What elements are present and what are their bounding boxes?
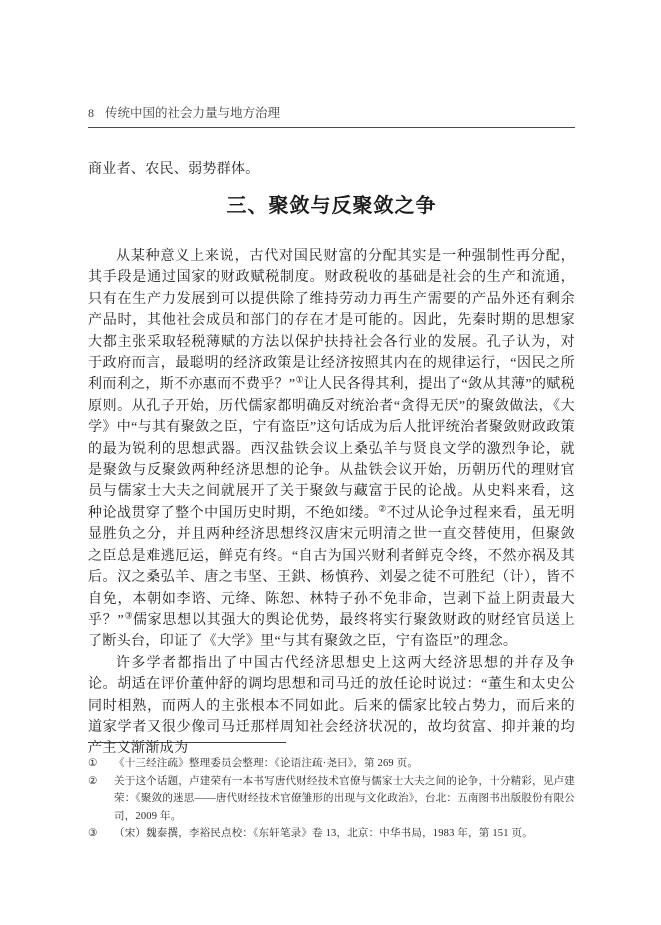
footnote xyxy=(88,825,575,843)
paragraph-text: 不过从论争过程来看，虽无明显胜负之分，并且两种经济思想终汉唐宋元明清之世一直交替使用，但聚敛之臣总是难逃厄运，鲜克有终。“自古为国兴财利者鲜克令终，不然亦祸及其后。汉之桑弘羊、唐之韦坚、王鉷、杨慎矜、刘晏之徒不可胜纪（计），皆不自免，本朝如李谘、元绛、陈恕、林特子孙不免非命，岂剥下益上阴责最大乎？” xyxy=(88,505,575,628)
footnote-marker: ③ xyxy=(88,828,98,839)
footnote-list xyxy=(88,755,575,843)
footnote-text: 关于这个话题，卢建荣有一本书写唐代财经技术官僚与儒家士大夫之间的论争，十分精彩，见卢建荣：《聚敛的迷思——唐代财经技术官僚雏形的出现与文化政治》，台北：五南图书出版股份有限公司，2009 年。 xyxy=(114,775,575,822)
footnote-reference-marker: ③ xyxy=(124,610,133,621)
page-number: 8 xyxy=(88,106,94,120)
paragraph-continuation: 商业者、农民、弱势群体。 xyxy=(88,162,260,177)
footnote-marker: ② xyxy=(88,775,98,787)
footnotes-area xyxy=(88,742,575,843)
footnote-reference-marker: ② xyxy=(378,503,387,514)
footnote-text: （宋）魏泰撰，李裕民点校：《东轩笔录》卷 13，北京：中华书局，1983 年，第 151 页。 xyxy=(114,828,533,839)
running-title: 传统中国的社会力量与地方治理 xyxy=(105,106,281,120)
footnote xyxy=(88,755,575,773)
paragraph-text: 让人民各得其利，提出了“敛从其薄”的赋税原则。从孔子开始，历代儒家都明确反对统治者“贪得无厌”的聚敛做法，《大学》中“与其有聚敛之臣，宁有盗臣”这句话成为后人批评统治者聚敛财政政策的最为锐利的思想武器。西汉盐铁会议上桑弘羊与贤良文学的激烈争论，就是聚敛与反聚敛两种经济思想的论争。从盐铁会议开始，历朝历代的理财官员与儒家士大夫之间就展开了关于聚敛与藏富于民的论战。从史料来看，这种论战贯穿了整个中国历史时期，不绝如缕。 xyxy=(88,377,575,521)
footnote-text: 《十三经注疏》整理委员会整理：《论语注疏·尧曰》，第 269 页。 xyxy=(114,758,419,769)
section-heading: 三、聚敛与反聚敛之争 xyxy=(226,195,437,217)
body-text xyxy=(88,246,575,760)
footnote xyxy=(88,773,575,826)
footnote-separator xyxy=(88,742,286,743)
footnote-reference-marker: ① xyxy=(295,374,304,385)
paragraph-text: 从某种意义上来说，古代对国民财富的分配其实是一种强制性再分配，其手段是通过国家的财政赋税制度。财政税收的基础是社会的生产和流通，只有在生产力发展到可以提供除了维持劳动力再生产需要的产品外还有剩余产品时，其他社会成员和部门的存在才是可能的。因此，先秦时期的思想家大都主张采取轻税薄赋的方法以保护扶持社会各行业的发展。孔子认为，对于政府而言，最聪明的经济政策是让经济按照其内在的规律运行，“因民之所利而利之，斯不亦惠而不费乎？” xyxy=(88,249,575,393)
paragraph-text: 许多学者都指出了中国古代经济思想史上这两大经济思想的并存及争论。胡适在评价董仲舒的调均思想和司马迁的放任论时说过：“董生和太史公同时相熟，而两人的主张根本不同如此。后来的儒家比较占势力，而后来的道家学者又很少像司马迁那样周知社会经济状况的，故均贫富、抑并兼的均产主义渐渐成为 xyxy=(88,655,575,757)
footnote-marker: ① xyxy=(88,758,98,769)
paragraph-text: 儒家思想以其强大的舆论优势，最终将实行聚敛财政的财经官员送上了断头台，印证了《大学》里“与其有聚敛之臣，宁有盗臣”的理念。 xyxy=(88,612,575,650)
paragraph xyxy=(88,246,575,653)
running-header xyxy=(88,106,575,128)
